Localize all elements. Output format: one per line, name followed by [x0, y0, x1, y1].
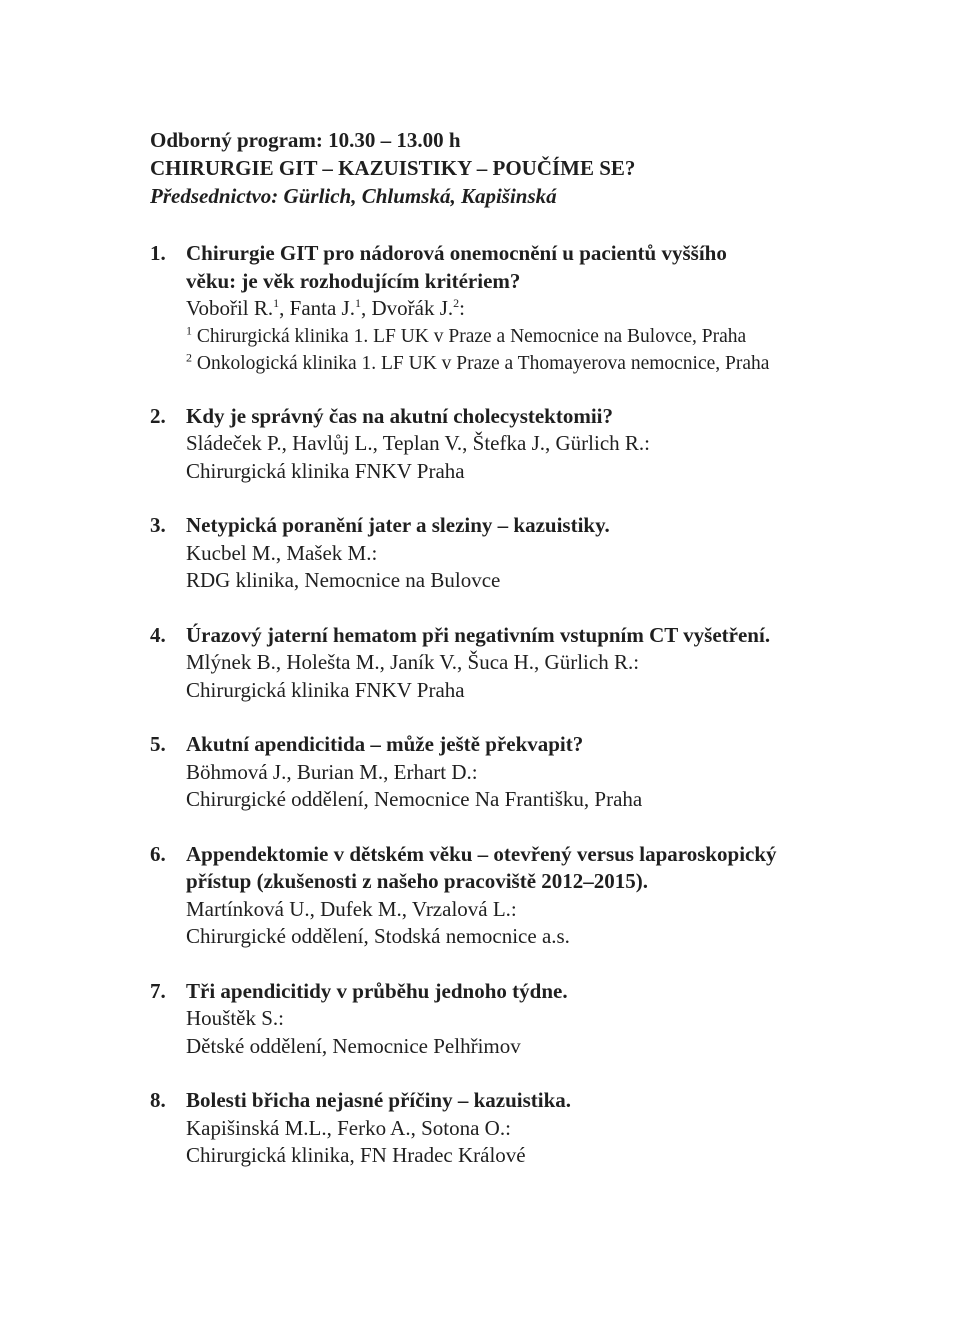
item-title-line: přístup (zkušenosti z našeho pracoviště 2012–2015). — [186, 869, 649, 893]
item-number: 4. — [150, 622, 166, 647]
program-item — [150, 403, 850, 486]
program-item — [150, 240, 850, 378]
item-number: 5. — [150, 732, 166, 756]
program-time-heading: Odborný program: 10.30 – 13.00 h — [150, 128, 461, 152]
item-authors: Vobořil R.$^1$, Fanta J.$^1$, Dvořák J.$^2$: — [186, 296, 465, 320]
item-affiliation: Chirurgické oddělení, Stodská nemocnice a.s. — [186, 924, 570, 948]
item-affiliation: RDG klinika, Nemocnice na Bulovce — [186, 568, 501, 592]
program-item — [150, 978, 850, 1061]
item-affiliation: Chirurgická klinika, FN Hradec Králové — [186, 1143, 526, 1167]
item-affiliation: Chirurgická klinika FNKV Praha — [186, 677, 465, 702]
program-item — [150, 512, 850, 595]
item-affiliation: Dětské oddělení, Nemocnice Pelhřimov — [186, 1033, 521, 1058]
item-title-line: Bolesti břicha nejasné příčiny – kazuistika. — [186, 1088, 572, 1112]
item-title-line: Netypická poranění jater a sleziny – kazuistiky. — [186, 513, 610, 537]
item-authors: Mlýnek B., Holešta M., Janík V., Šuca H., Gürlich R.: — [186, 650, 640, 674]
program-page — [150, 126, 850, 1170]
item-authors: Kucbel M., Mašek M.: — [186, 540, 378, 565]
item-title-line: věku: je věk rozhodujícím kritériem? — [186, 268, 521, 293]
item-authors: Kapišinská M.L., Ferko A., Sotona O.: — [186, 1115, 511, 1140]
session-chairs: Předsednictvo: Gürlich, Chlumská, Kapišinská — [150, 184, 557, 208]
item-affiliation: Chirurgické oddělení, Nemocnice Na Františku, Praha — [186, 787, 643, 811]
item-number: 2. — [150, 403, 166, 428]
item-affiliation: Chirurgická klinika FNKV Praha — [186, 458, 465, 483]
item-authors: Sládeček P., Havlůj L., Teplan V., Štefka J., Gürlich R.: — [186, 431, 650, 455]
item-number: 1. — [150, 241, 166, 265]
item-title-line: Tři apendicitidy v průběhu jednoho týdne. — [186, 978, 568, 1003]
item-affiliation: $^1$ Chirurgická klinika 1. LF UK v Praze a Nemocnice na Bulovce, Praha — [186, 323, 747, 347]
item-number: 8. — [150, 1088, 166, 1112]
item-authors: Houštěk S.: — [186, 1006, 285, 1030]
item-affiliation: $^2$ Onkologická klinika 1. LF UK v Praze a Thomayerova nemocnice, Praha — [186, 350, 770, 374]
program-item — [150, 841, 850, 951]
program-item — [150, 622, 850, 705]
session-title: CHIRURGIE GIT – KAZUISTIKY – POUČÍME SE? — [150, 156, 636, 180]
item-title-line: Chirurgie GIT pro nádorová onemocnění u pacientů vyššího — [186, 241, 727, 265]
item-number: 7. — [150, 978, 166, 1003]
program-item — [150, 1087, 850, 1170]
item-title-line: Akutní apendicitida – může ještě překvapit? — [186, 732, 584, 756]
item-number: 3. — [150, 513, 166, 537]
program-item — [150, 731, 850, 814]
item-authors: Martínková U., Dufek M., Vrzalová L.: — [186, 896, 517, 921]
item-authors: Böhmová J., Burian M., Erhart D.: — [186, 759, 478, 784]
item-title-line: Appendektomie v dětském věku – otevřený versus laparoskopický — [186, 841, 777, 866]
item-number: 6. — [150, 841, 166, 866]
item-title-line: Úrazový jaterní hematom při negativním vstupním CT vyšetření. — [186, 622, 771, 647]
item-title-line: Kdy je správný čas na akutní cholecystektomii? — [186, 403, 614, 428]
